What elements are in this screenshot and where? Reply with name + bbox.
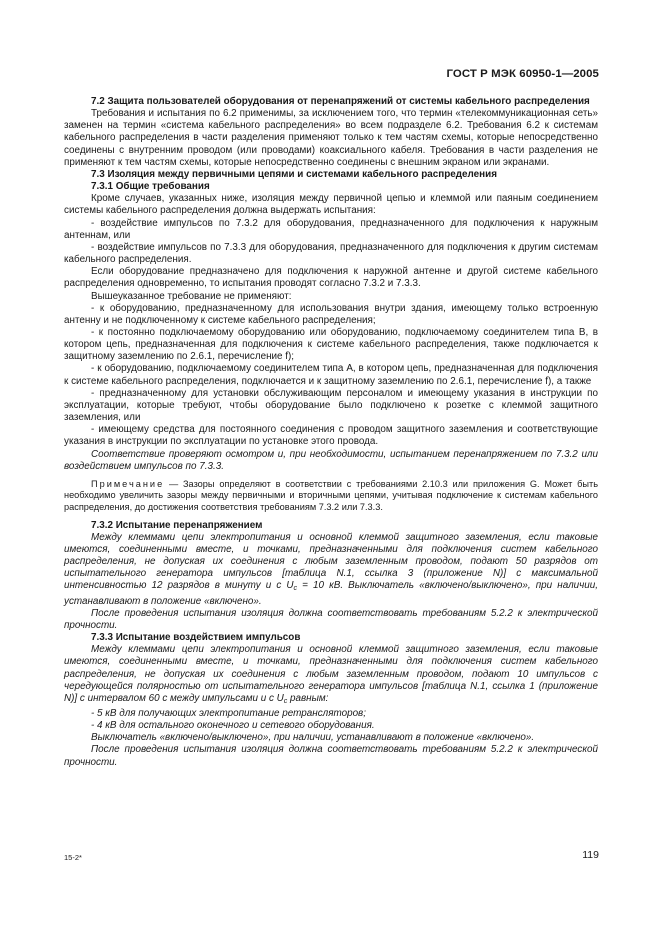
paragraph: Вышеуказанное требование не применяют: <box>91 290 292 302</box>
page-number: 119 <box>582 849 599 861</box>
section-7-3-1-intro: Кроме случаев, указанных ниже, изоляция между первичной цепью и клеммой или паяным соединением системы кабельного распределения должна выдержать испытания: <box>64 193 598 217</box>
section-7-3-1-title: 7.3.1 Общие требования <box>91 181 210 193</box>
print-mark: 15-2* <box>64 853 82 862</box>
section-7-3-title: 7.3 Изоляция между первичными цепями и системами кабельного распределения <box>91 168 497 180</box>
section-7-3-2-result: После проведения испытания изоляция должна соответствовать требованиям 5.2.2 к электрической прочности. <box>64 607 598 631</box>
list-item: - имеющему средства для постоянного соединения с проводом защитного заземления и соответствующие указания в инструкции по эксплуатации по установке этого провода. <box>64 424 598 448</box>
text-part: Между клеммами цепи электропитания и основной клеммой защитного заземления, если таковые имеются, соединенными вместе, и точками, предназначенными для подключения систем кабельного распределения, не допуская их соединения с любым заземленным проводом, подают 10 импульсов с чередующейся полярностью от испытательного генератора импульсов [таблица N.1, ссылка 1 (приложение N)] с интервалом 60 с между импульсами и с U <box>64 644 598 704</box>
subscript: c <box>283 697 288 705</box>
list-item: - 5 кВ для получающих электропитание ретрансляторов; <box>91 707 366 719</box>
paragraph: Если оборудование предназначено для подключения к наружной антенне и другой системе кабельного распределения одновременно, то испытания проводят согласно 7.3.2 и 7.3.3. <box>64 266 598 290</box>
list-item: - предназначенному для установки обслуживающим персоналом и имеющему указания в инструкции по эксплуатации, которые требуют, чтобы оборудование было подключено к розетке с клеммой защитного заземления, или <box>64 387 598 424</box>
section-7-3-3-result: После проведения испытания изоляция должна соответствовать требованиям 5.2.2 к электрической прочности. <box>64 744 598 768</box>
text-part: Между клеммами цепи электропитания и основной клеммой защитного заземления, если таковые имеются, соединенными вместе, и точками, предназначенными для подключения систем кабельного распределения, не допуская их соединения с любым заземленным проводом, подают 50 разрядов от испытательного генератора импульсов [таблица N.1, ссылка 3 (приложение N)] с максимальной интенсивностью 12 разрядов в минуту и с U <box>64 531 598 592</box>
text-part: = 10 кВ. Выключатель «включено/выключено», при наличии, устанавливают в положение «включено». <box>64 580 598 607</box>
section-7-3-2-paragraph <box>64 532 598 608</box>
text-part: равным: <box>287 692 329 704</box>
compliance-check: Соответствие проверяют осмотром и, при необходимости, испытанием перенапряжением по 7.3.2 или воздействием импульсов по 7.3.3. <box>64 448 598 472</box>
page-content <box>64 96 598 769</box>
section-7-3-3-paragraph <box>64 644 598 708</box>
list-item: - воздействие импульсов по 7.3.2 для оборудования, предназначенного для подключения к наружным антеннам, или <box>64 217 598 241</box>
list-item: - воздействие импульсов по 7.3.3 для оборудования, предназначенного для подключения к другим системам кабельного распределения. <box>64 241 598 266</box>
section-7-2-paragraph: Требования и испытания по 6.2 применимы, за исключением того, что термин «телекоммуникационная сеть» заменен на термин «система кабельного распределения» во всем подразделе 6.2. Требования 6.2 к системам кабельного распределения в части разделения применяют только к тем частям схемы, которые непосредственно соединены с внутренним проводом (или проводами) коаксиального кабеля. Требования в части разделения не применяют к тем частям схемы, которые непосредственно соединены с внешним экраном или экранами. <box>64 108 598 168</box>
section-7-3-2-title: 7.3.2 Испытание перенапряжением <box>91 519 263 531</box>
standard-header: ГОСТ Р МЭК 60950-1—2005 <box>446 68 599 80</box>
section-7-3-3-title: 7.3.3 Испытание воздействием импульсов <box>91 632 301 644</box>
note-label: Примечание <box>91 478 165 489</box>
section-7-2-title: 7.2 Защита пользователей оборудования от перенапряжений от системы кабельного распределения <box>91 96 590 107</box>
list-item: - к постоянно подключаемому оборудованию или оборудованию, подключаемому соединителем типа B, в котором цепь, предназначенная для подключения к системе кабельного распределения, также подключается к защитному заземлению по 2.6.1, перечисление f); <box>64 326 598 363</box>
list-item: - к оборудованию, предназначенному для использования внутри здания, имеющему только встроенную антенну и не подключенному к системе кабельного распределения; <box>64 302 598 326</box>
subscript: c <box>293 585 298 593</box>
list-item: - к оборудованию, подключаемому соединителем типа A, в котором цепь, предназначенная для подключения к системе кабельного распределения, подключается и к защитному заземлению по 2.6.1, перечисление f), а также <box>64 363 598 387</box>
list-item: - 4 кВ для остального оконечного и сетевого оборудования. <box>91 720 375 732</box>
paragraph: Выключатель «включено/выключено», при наличии, устанавливают в положение «включено». <box>91 732 535 744</box>
note <box>64 479 598 514</box>
note-text: — Зазоры определяют в соответствии с требованиями 2.10.3 или приложения G. Может быть необходимо увеличить зазоры между первичными и вторичными цепями, учитывая подключение к системам кабельного распределения, до достижения соответствия требованиям 7.3.2 или 7.3.3. <box>64 478 598 513</box>
